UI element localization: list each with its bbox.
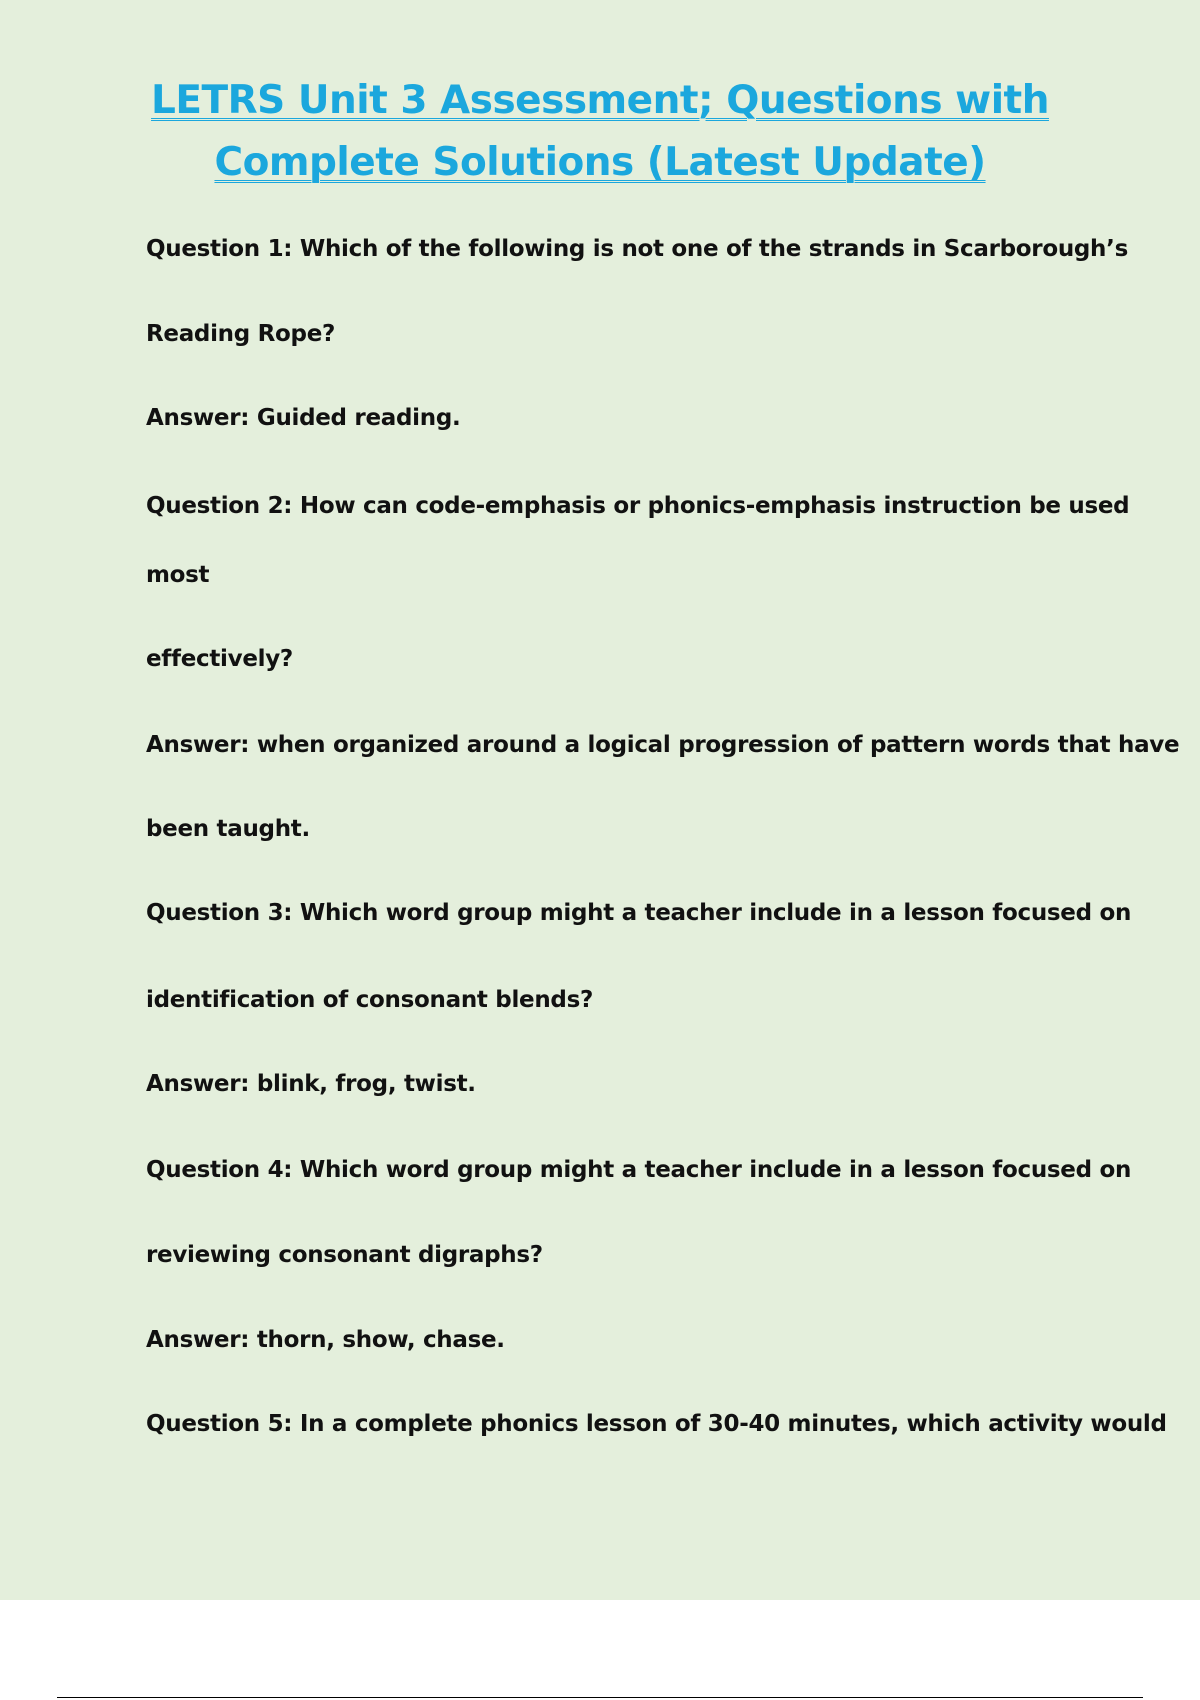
- answer-1-text: Answer: Guided reading.: [146, 405, 461, 431]
- answer-2-text-cont: been taught.: [146, 816, 310, 842]
- question-1-text-cont: Reading Rope?: [146, 321, 336, 347]
- question-5-text: Question 5: In a complete phonics lesson of 30-40 minutes, which activity would: [146, 1411, 1167, 1437]
- title-line-2: Complete Solutions (Latest Update): [214, 140, 986, 185]
- title-line-1: LETRS Unit 3 Assessment; Questions with: [151, 78, 1049, 123]
- question-3-text: Question 3: Which word group might a teacher include in a lesson focused on: [146, 900, 1132, 926]
- answer-4-text: Answer: thorn, show, chase.: [146, 1327, 505, 1353]
- question-3-text-cont: identification of consonant blends?: [146, 987, 594, 1013]
- question-2-text-cont-2: effectively?: [146, 646, 293, 672]
- question-2-text-cont: most: [146, 562, 210, 588]
- question-4-text-cont: reviewing consonant digraphs?: [146, 1242, 543, 1268]
- answer-2-text: Answer: when organized around a logical progression of pattern words that have: [146, 732, 1180, 758]
- answer-3-text: Answer: blink, frog, twist.: [146, 1071, 476, 1097]
- question-2-text: Question 2: How can code-emphasis or phonics-emphasis instruction be used: [146, 493, 1130, 519]
- question-4-text: Question 4: Which word group might a teacher include in a lesson focused on: [146, 1157, 1132, 1183]
- footer-divider: [57, 1697, 1143, 1698]
- question-1-text: Question 1: Which of the following is not one of the strands in Scarborough’s: [146, 236, 1128, 262]
- document-title: [100, 70, 1100, 194]
